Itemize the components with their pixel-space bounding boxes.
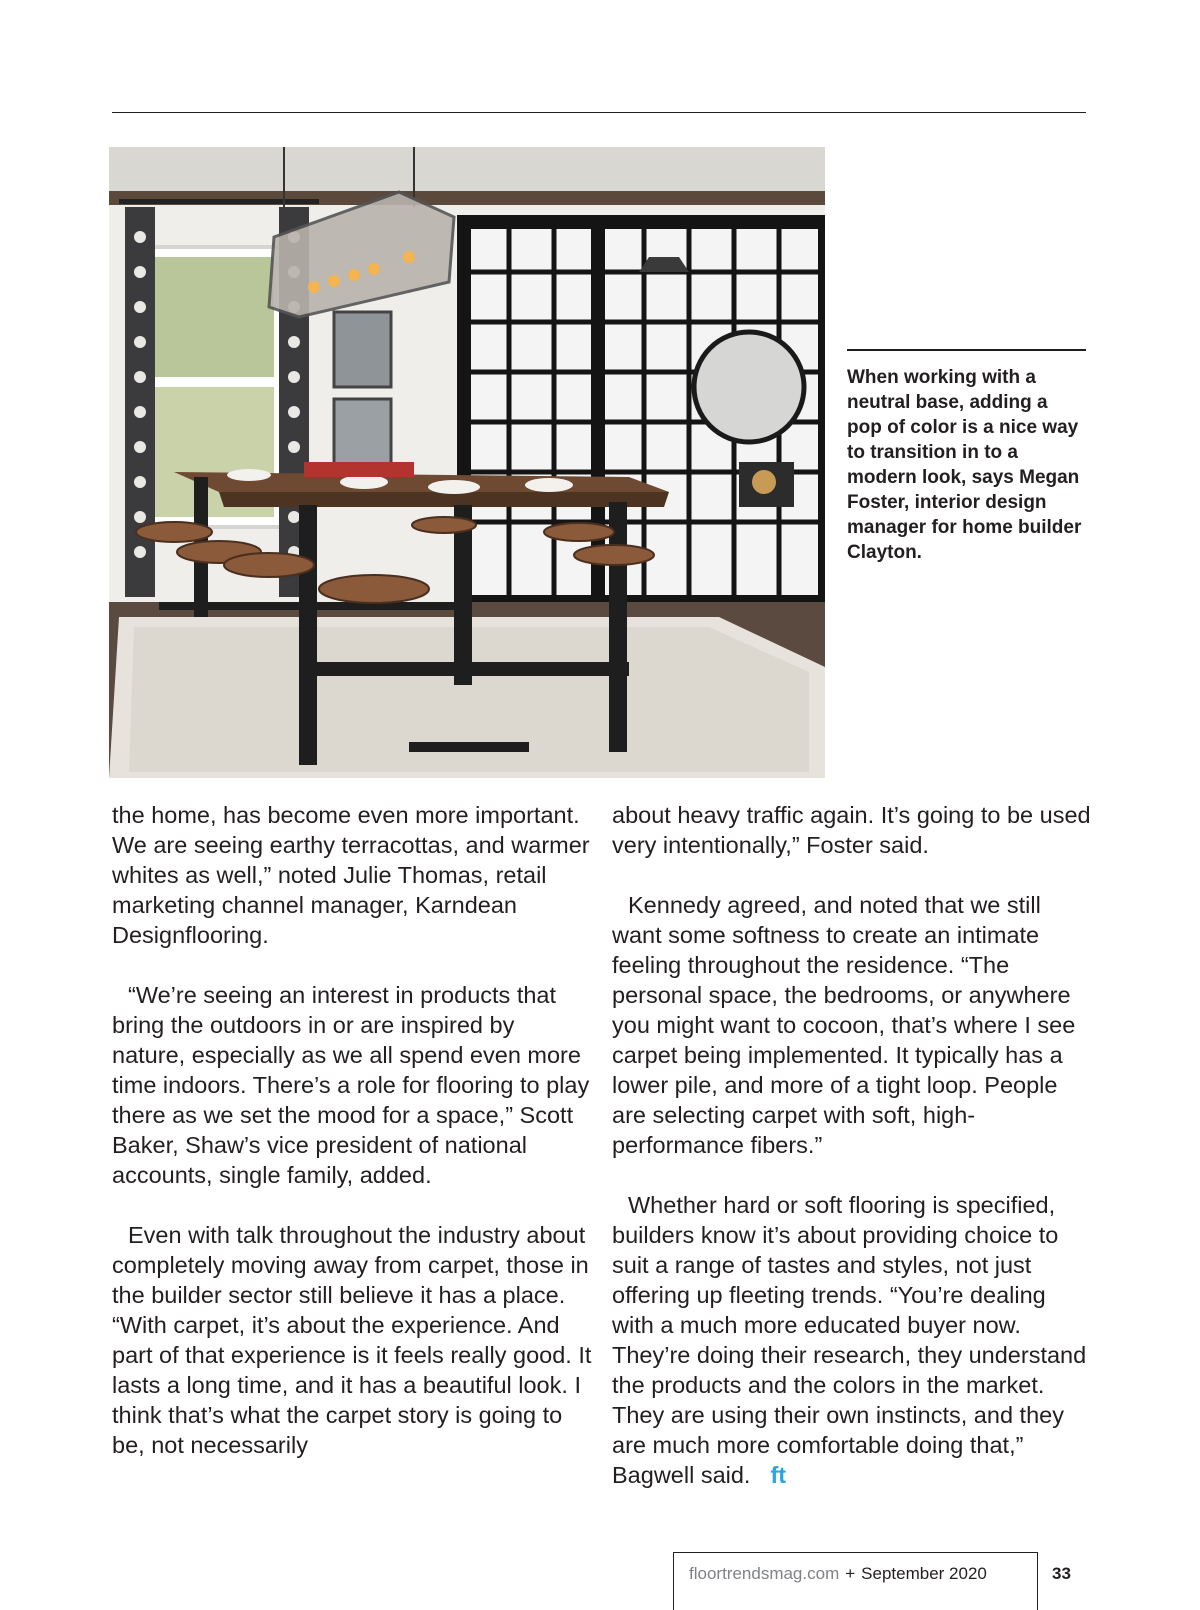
body-column-right (612, 800, 1092, 1520)
footer-site: floortrendsmag.com (689, 1564, 840, 1583)
paragraph: about heavy traffic again. It’s going to be used very intentionally,” Foster said. (612, 802, 1091, 858)
dining-room-photo (109, 147, 825, 778)
body-column-left (112, 800, 592, 1490)
caption-rule (847, 349, 1086, 351)
paragraph-text: Whether hard or soft flooring is specified, builders know it’s about providing choice to suit a range of tastes and styles, not just offering up fleeting trends. “You’re dealing with a much more educated buyer now. They’re doing their research, they understand the products and the colors in the market. They are using their own instincts, and they are much more comfortable doing that,” Bagwell said. (612, 1192, 1087, 1488)
end-mark: ft (770, 1462, 787, 1488)
paragraph-final (612, 1190, 1092, 1490)
footer-folio (689, 1562, 987, 1586)
paragraph: Even with talk throughout the industry about completely moving away from carpet, those in the builder sector still believe it has a place. “With carpet, it’s about the experience. And part of that experience is it feels really good. It lasts a long time, and it has a beautiful look. I think that’s what the carpet story is going to be, not necessarily (112, 1222, 592, 1458)
paragraph: “We’re seeing an interest in products that bring the outdoors in or are inspired by nature, especially as we all spend even more time indoors. There’s a role for flooring to play there as we set the mood for a space,” Scott Baker, Shaw’s vice president of national accounts, single family, added. (112, 982, 590, 1188)
paragraph: Kennedy agreed, and noted that we still want some softness to create an intimate feeling throughout the residence. “The personal space, the bedrooms, or anywhere you might want to cocoon, that’s where I see carpet being implemented. It typically has a lower pile, and more of a tight loop. People are selecting carpet with soft, high-performance fibers.” (612, 892, 1076, 1158)
top-rule (112, 112, 1086, 113)
page-number: 33 (1052, 1564, 1071, 1583)
footer-separator: + (845, 1564, 856, 1583)
footer-issue: September 2020 (861, 1564, 987, 1583)
photo-caption: When working with a neutral base, adding a pop of color is a nice way to transition in to a modern look, says Megan Foster, interior design manager for home builder Clayton. (847, 367, 1082, 563)
paragraph: the home, has become even more important. We are seeing earthy terracottas, and warmer whites as well,” noted Julie Thomas, retail marketing channel manager, Karndean Designflooring. (112, 802, 590, 948)
